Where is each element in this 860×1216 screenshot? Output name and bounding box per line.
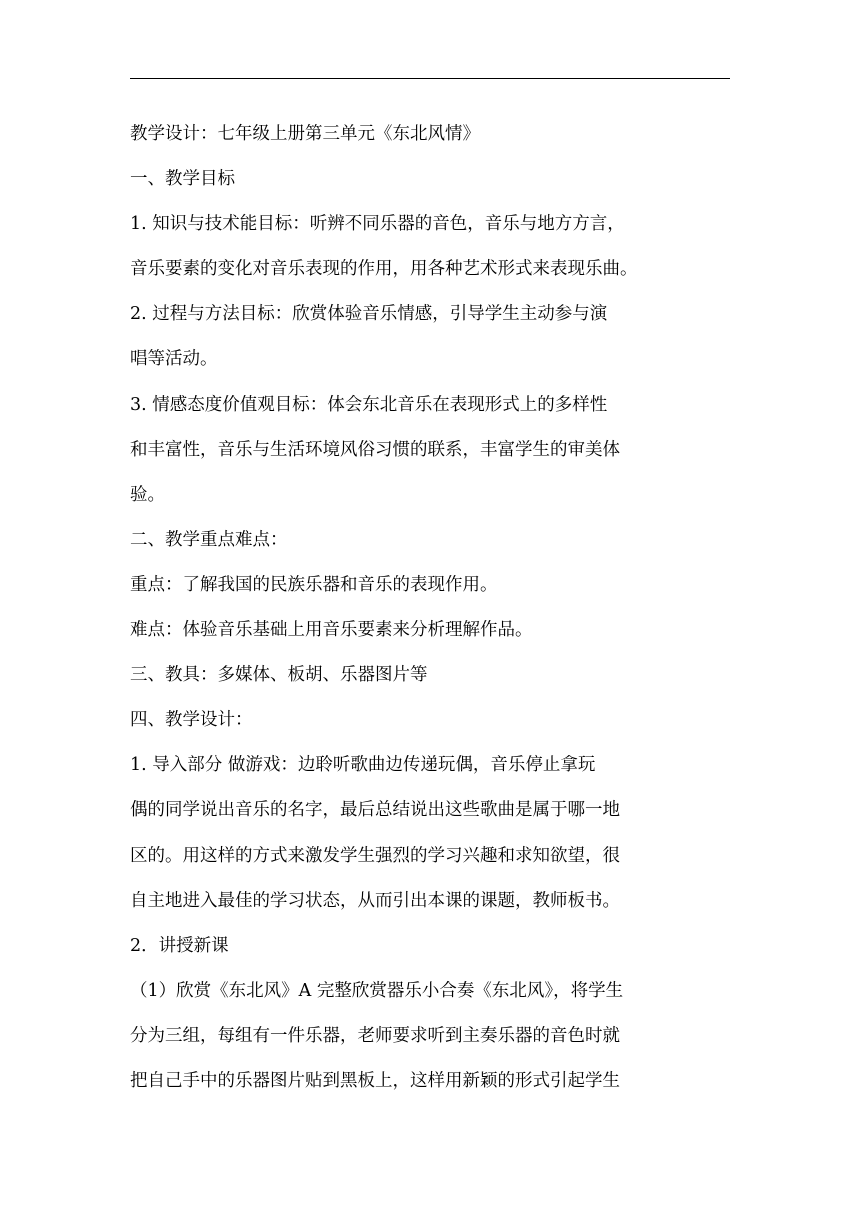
paragraph-line: 偶的同学说出音乐的名字，最后总结说出这些歌曲是属于哪一地 bbox=[130, 800, 620, 821]
paragraph-line: 把自己手中的乐器图片贴到黑板上，这样用新颖的形式引起学生 bbox=[130, 1070, 620, 1091]
paragraph-line: 验。 bbox=[130, 484, 165, 505]
paragraph-line: 1. 导入部分 做游戏：边聆听歌曲边传递玩偶，音乐停止拿玩 bbox=[130, 755, 596, 776]
paragraph-line: 2. 过程与方法目标：欣赏体验音乐情感，引导学生主动参与演 bbox=[130, 304, 608, 325]
paragraph-line: 区的。用这样的方式来激发学生强烈的学习兴趣和求知欲望，很 bbox=[130, 845, 620, 866]
document-title: 教学设计：七年级上册第三单元《东北风情》 bbox=[130, 124, 480, 144]
section-heading-objectives: 一、教学目标 bbox=[130, 169, 235, 190]
section-heading-teaching-design: 四、教学设计： bbox=[130, 710, 253, 731]
document-body bbox=[130, 112, 730, 1104]
paragraph-line: 音乐要素的变化对音乐表现的作用，用各种艺术形式来表现乐曲。 bbox=[130, 259, 638, 280]
section-heading-key-points: 二、教学重点难点： bbox=[130, 529, 288, 550]
header-rule bbox=[130, 78, 730, 79]
paragraph-line: 重点：了解我国的民族乐器和音乐的表现作用。 bbox=[130, 574, 498, 595]
paragraph-line: 唱等活动。 bbox=[130, 349, 218, 370]
section-heading-teaching-aids: 三、教具：多媒体、板胡、乐器图片等 bbox=[130, 665, 428, 686]
paragraph-line: 自主地进入最佳的学习状态，从而引出本课的课题，教师板书。 bbox=[130, 890, 620, 911]
paragraph-line: 难点：体验音乐基础上用音乐要素来分析理解作品。 bbox=[130, 620, 533, 641]
paragraph-line: 3. 情感态度价值观目标：体会东北音乐在表现形式上的多样性 bbox=[130, 394, 608, 415]
paragraph-line: 和丰富性，音乐与生活环境风俗习惯的联系，丰富学生的审美体 bbox=[130, 439, 620, 460]
paragraph-line: 分为三组，每组有一件乐器，老师要求听到主奏乐器的音色时就 bbox=[130, 1025, 620, 1046]
paragraph-line: 1. 知识与技术能目标：听辨不同乐器的音色，音乐与地方方言， bbox=[130, 214, 625, 235]
subsection-heading: 2．讲授新课 bbox=[130, 935, 229, 956]
paragraph-line: （1）欣赏《东北风》A 完整欣赏器乐小合奏《东北风》，将学生 bbox=[130, 980, 624, 1001]
